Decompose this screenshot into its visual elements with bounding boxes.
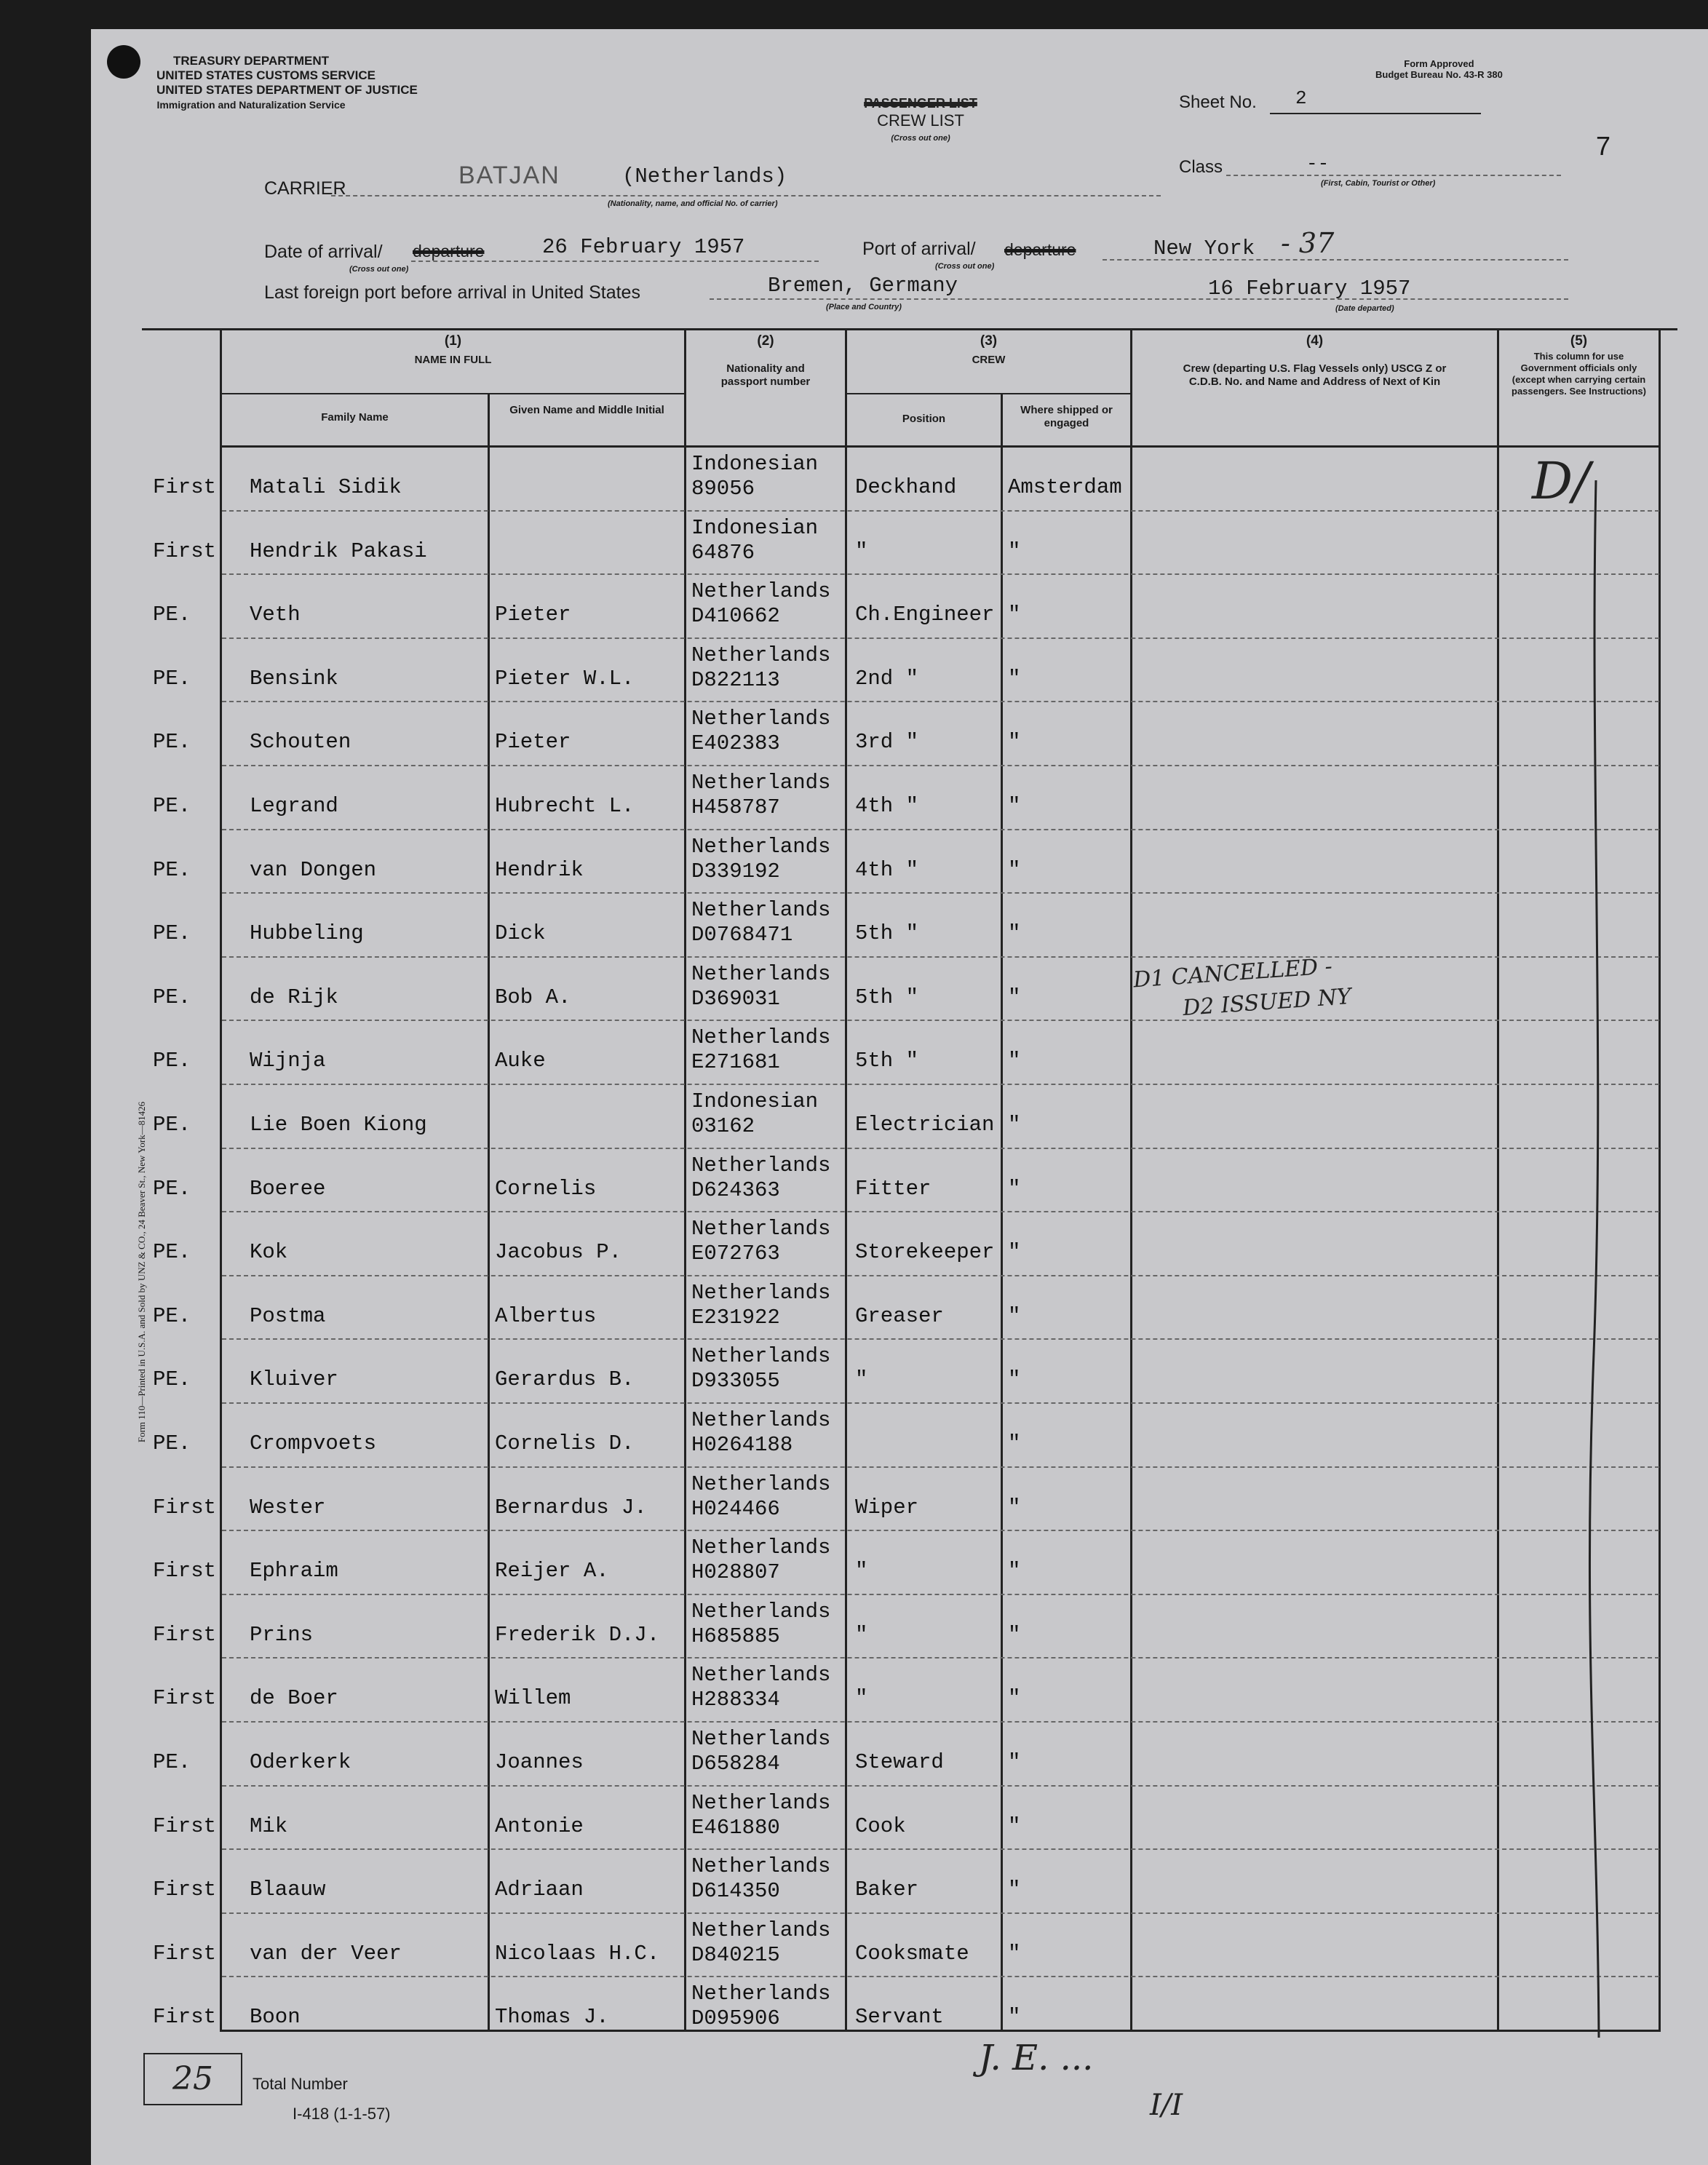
family-name: Boon (250, 2005, 301, 2030)
passport-number: D933055 (691, 1369, 780, 1394)
passport-number: 64876 (691, 540, 755, 565)
given-name: Willem (495, 1686, 571, 1711)
shipped-at: " (1008, 2005, 1021, 2030)
passport-number: H028807 (691, 1560, 780, 1585)
given-name: Jacobus P. (495, 1240, 622, 1265)
given-name: Bernardus J. (495, 1495, 647, 1520)
family-name: Lie Boen Kiong (250, 1113, 427, 1137)
carrier-label: CARRIER (264, 178, 346, 199)
shipped-at: " (1008, 1559, 1021, 1584)
nationality: Netherlands (691, 834, 831, 859)
table-row (91, 448, 1708, 512)
col3-title: CREW (972, 354, 1006, 366)
shipped-at: " (1008, 1750, 1021, 1774)
nationality: Netherlands (691, 961, 831, 986)
position: Deckhand (855, 475, 957, 499)
table-row (91, 1276, 1708, 1340)
table-row (91, 1021, 1708, 1085)
given-name: Frederik D.J. (495, 1622, 660, 1647)
family-name: Hubbeling (250, 921, 364, 946)
passport-number: D369031 (691, 986, 780, 1011)
family-name: Mik (250, 1814, 288, 1838)
family-name: Ephraim (250, 1559, 338, 1584)
shipped-at: " (1008, 794, 1021, 818)
signature: J. E. ... (979, 2038, 1094, 2078)
nationality: Indonesian (691, 515, 819, 540)
col4-header (1132, 335, 1497, 389)
nationality: Netherlands (691, 1982, 831, 2006)
shipped-at: " (1008, 1240, 1021, 1265)
given-name: Pieter (495, 730, 571, 755)
class-note: (First, Cabin, Tourist or Other) (1321, 179, 1436, 188)
departed-note: (Date departed) (1335, 304, 1394, 313)
shipped-at: " (1008, 603, 1021, 627)
given-name: Bob A. (495, 985, 571, 1009)
position: Wiper (855, 1495, 919, 1520)
position: 5th " (855, 985, 919, 1009)
col1-number: (1) (444, 333, 462, 349)
date-label: Date of arrival/ (264, 242, 383, 262)
passport-number: E402383 (691, 731, 780, 756)
class-label: Class (1179, 157, 1223, 177)
family-name: Wijnja (250, 1049, 326, 1073)
passport-number: D840215 (691, 1942, 780, 1967)
position: 2nd " (855, 666, 919, 691)
row-class: First (153, 1878, 217, 1902)
position: 3rd " (855, 730, 919, 755)
carrier-nationality: (Netherlands) (622, 164, 787, 188)
table-row (91, 1085, 1708, 1149)
family-name: Kluiver (250, 1367, 338, 1392)
form-approved-label: Form Approved (1404, 58, 1474, 69)
col2-header (686, 335, 845, 389)
table-row (91, 1531, 1708, 1595)
given-name: Albertus (495, 1303, 597, 1328)
row-class: PE. (153, 1367, 191, 1392)
dept-justice: UNITED STATES DEPARTMENT OF JUSTICE (156, 83, 418, 97)
shipped-at: " (1008, 1176, 1021, 1201)
row-class: PE. (153, 603, 191, 627)
table-row (91, 702, 1708, 766)
family-name: Hendrik Pakasi (250, 539, 427, 563)
passport-number: D614350 (691, 1879, 780, 1904)
col3-header (847, 335, 1130, 367)
total-box (143, 2053, 242, 2105)
list-type-note: (Cross out one) (891, 134, 950, 143)
table-row (91, 575, 1708, 639)
table-row (91, 1787, 1708, 1851)
row-class: PE. (153, 730, 191, 755)
nationality: Netherlands (691, 707, 831, 731)
row-class: First (153, 1622, 217, 1647)
position: Fitter (855, 1176, 932, 1201)
position: " (855, 1686, 868, 1711)
row-class: First (153, 2005, 217, 2030)
nationality: Netherlands (691, 1536, 831, 1560)
shipped-header: Where shipped or engaged (1020, 404, 1113, 429)
shipped-at: " (1008, 1495, 1021, 1520)
row-class: PE. (153, 1176, 191, 1201)
passport-number: E072763 (691, 1242, 780, 1266)
nationality: Indonesian (691, 452, 819, 476)
shipped-at: " (1008, 857, 1021, 882)
last-port-note: (Place and Country) (826, 303, 902, 311)
port-label: Port of arrival/ (862, 239, 976, 259)
annotation-cancelled: D1 CANCELLED - (1132, 953, 1333, 993)
shipped-at: " (1008, 921, 1021, 946)
row-class: PE. (153, 985, 191, 1009)
punch-hole (107, 45, 140, 79)
passport-number: D0768471 (691, 923, 793, 948)
row-class: PE. (153, 1240, 191, 1265)
family-name: Matali Sidik (250, 475, 402, 499)
col1-title: NAME IN FULL (414, 354, 492, 366)
given-name: Cornelis (495, 1176, 597, 1201)
port-handwritten: - 37 (1281, 227, 1335, 259)
nationality: Netherlands (691, 771, 831, 795)
passport-number: D658284 (691, 1752, 780, 1776)
table-row (91, 958, 1708, 1022)
nationality: Netherlands (691, 1663, 831, 1688)
col2-title: Nationality and passport number (720, 362, 811, 388)
table-row (91, 1723, 1708, 1787)
nationality: Netherlands (691, 1344, 831, 1369)
sheet-label: Sheet No. (1179, 92, 1257, 112)
family-name: van Dongen (250, 857, 377, 882)
class-value: -- (1306, 153, 1330, 175)
row-class: PE. (153, 921, 191, 946)
family-name: de Rijk (250, 985, 338, 1009)
date-underline (411, 261, 819, 262)
passport-number: D822113 (691, 667, 780, 692)
total-number: 25 (172, 2060, 213, 2097)
shipped-at: " (1008, 1049, 1021, 1073)
nationality: Netherlands (691, 1599, 831, 1624)
shipped-at: " (1008, 730, 1021, 755)
col5-header (1499, 335, 1659, 397)
given-name: Adriaan (495, 1878, 584, 1902)
given-name: Auke (495, 1049, 546, 1073)
family-name-header: Family Name (321, 411, 389, 424)
family-name: Veth (250, 603, 301, 627)
form-approved (1375, 58, 1503, 80)
position: " (855, 1367, 868, 1392)
given-name: Pieter W.L. (495, 666, 635, 691)
crew-list-sheet (91, 29, 1708, 2165)
sheet-underline (1270, 113, 1481, 114)
nationality: Netherlands (691, 1918, 831, 1942)
passport-number: H288334 (691, 1688, 780, 1712)
row-class: First (153, 475, 217, 499)
row-class: PE. (153, 1049, 191, 1073)
annotation-issued: D2 ISSUED NY (1182, 983, 1352, 1022)
table-row (91, 1658, 1708, 1723)
row-class: First (153, 1559, 217, 1584)
table-row (91, 830, 1708, 894)
row-class: PE. (153, 666, 191, 691)
department-header (156, 54, 418, 112)
position: Greaser (855, 1303, 944, 1328)
shipped-at: " (1008, 1622, 1021, 1647)
class-underline (1226, 175, 1561, 176)
nationality: Netherlands (691, 1471, 831, 1496)
table-row (91, 894, 1708, 958)
table-row (91, 639, 1708, 703)
given-name: Antonie (495, 1814, 584, 1838)
nationality: Netherlands (691, 579, 831, 604)
table-row (91, 1212, 1708, 1276)
family-name: Crompvoets (250, 1431, 377, 1455)
nationality: Netherlands (691, 1727, 831, 1751)
given-name: Gerardus B. (495, 1367, 635, 1392)
table-row (91, 1404, 1708, 1468)
passport-number: E461880 (691, 1815, 780, 1840)
carrier-underline (331, 195, 1161, 196)
signature-sub: I/I (1150, 2089, 1183, 2122)
nationality: Netherlands (691, 1408, 831, 1432)
dept-ins: Immigration and Naturalization Service (156, 99, 346, 111)
position: Cooksmate (855, 1941, 969, 1966)
passport-number: H458787 (691, 795, 780, 819)
position: " (855, 1622, 868, 1647)
shipped-at: " (1008, 1431, 1021, 1455)
list-type-struck: PASSENGER LIST (864, 96, 977, 111)
position: Steward (855, 1750, 944, 1774)
row-class: First (153, 1814, 217, 1838)
passport-number: D339192 (691, 859, 780, 883)
list-type-block (848, 95, 993, 147)
family-name: Schouten (250, 730, 351, 755)
table-row (91, 1977, 1708, 2041)
position: 5th " (855, 921, 919, 946)
shipped-at: " (1008, 1367, 1021, 1392)
shipped-at: " (1008, 666, 1021, 691)
carrier-name: BATJAN (458, 162, 560, 189)
col5-mark: D/ (1532, 451, 1590, 511)
passport-number: 89056 (691, 477, 755, 501)
nationality: Netherlands (691, 898, 831, 923)
col4-title: Crew (departing U.S. Flag Vessels only) USCG Z or C.D.B. No. and Name and Address of Next of Kin (1183, 362, 1447, 388)
col5-vertical-stroke (1576, 480, 1619, 2045)
row-class: First (153, 1495, 217, 1520)
position: 5th " (855, 1049, 919, 1073)
nationality: Indonesian (691, 1089, 819, 1113)
position: " (855, 539, 868, 563)
last-port-label: Last foreign port before arrival in United States (264, 282, 640, 303)
row-class: PE. (153, 1303, 191, 1328)
family-name: Blaauw (250, 1878, 326, 1902)
port-note: (Cross out one) (935, 262, 995, 271)
passport-number: E271681 (691, 1050, 780, 1075)
col3-number: (3) (980, 333, 998, 349)
position: Ch.Engineer (855, 603, 995, 627)
shipped-at: " (1008, 1814, 1021, 1838)
given-name: Thomas J. (495, 2005, 609, 2030)
passport-number: H685885 (691, 1624, 780, 1648)
position-header: Position (902, 413, 946, 425)
col5-title: This column for use Government officials only (except when carrying certain passengers. See Instructions) (1512, 351, 1646, 397)
family-name: Oderkerk (250, 1750, 351, 1774)
total-label: Total Number (253, 2075, 348, 2093)
date-value: 26 February 1957 (542, 235, 745, 259)
given-name: Reijer A. (495, 1559, 609, 1584)
position: 4th " (855, 794, 919, 818)
nationality: Netherlands (691, 1025, 831, 1050)
position: " (855, 1559, 868, 1584)
shipped-at: " (1008, 1686, 1021, 1711)
shipped-at: " (1008, 1303, 1021, 1328)
nationality: Netherlands (691, 643, 831, 667)
nationality: Netherlands (691, 1854, 831, 1879)
table-row (91, 766, 1708, 830)
row-class: PE. (153, 857, 191, 882)
passport-number: D624363 (691, 1177, 780, 1202)
given-name: Hendrik (495, 857, 584, 882)
row-class: First (153, 1941, 217, 1966)
given-name: Cornelis D. (495, 1431, 635, 1455)
row-class: First (153, 539, 217, 563)
departed-value: 16 February 1957 (1208, 277, 1411, 301)
nationality: Netherlands (691, 1280, 831, 1305)
crew-subheader-rule (847, 393, 1130, 394)
row-class: PE. (153, 1750, 191, 1774)
position: Baker (855, 1878, 919, 1902)
port-value: New York (1153, 237, 1255, 261)
position: 4th " (855, 857, 919, 882)
name-subheader-rule (222, 393, 684, 394)
position: Cook (855, 1814, 906, 1838)
nationality: Netherlands (691, 1790, 831, 1815)
row-class: PE. (153, 794, 191, 818)
family-name: Bensink (250, 666, 338, 691)
family-name: van der Veer (250, 1941, 402, 1966)
port-underline (1103, 259, 1568, 261)
shipped-at: " (1008, 1941, 1021, 1966)
given-name: Dick (495, 921, 546, 946)
family-name: Wester (250, 1495, 326, 1520)
table-row (91, 1850, 1708, 1914)
family-name: Kok (250, 1240, 288, 1265)
shipped-at: " (1008, 985, 1021, 1009)
table-row (91, 1595, 1708, 1659)
form-code: I-418 (1-1-57) (293, 2105, 391, 2123)
corner-number: 7 (1596, 131, 1611, 161)
passport-number: H0264188 (691, 1433, 793, 1457)
passport-number: 03162 (691, 1114, 755, 1138)
shipped-at: " (1008, 1878, 1021, 1902)
row-class: First (153, 1686, 217, 1711)
passport-number: D095906 (691, 2006, 780, 2031)
col1-header (222, 335, 684, 367)
dept-treasury: TREASURY DEPARTMENT (172, 54, 330, 68)
col2-number: (2) (757, 333, 774, 349)
shipped-at: " (1008, 539, 1021, 563)
nationality: Netherlands (691, 1153, 831, 1177)
given-name: Joannes (495, 1750, 584, 1774)
row-class: PE. (153, 1431, 191, 1455)
date-struck: departure (413, 242, 485, 261)
passport-number: E231922 (691, 1305, 780, 1330)
last-port-underline (710, 298, 1568, 300)
given-name: Hubrecht L. (495, 794, 635, 818)
budget-number: Budget Bureau No. 43-R 380 (1375, 69, 1503, 80)
carrier-note: (Nationality, name, and official No. of carrier) (608, 199, 778, 208)
side-print: Form 110—Printed in U.S.A. and Sold by UNZ & CO., 24 Beaver St., New York—81426 (136, 1101, 147, 1443)
given-name: Nicolaas H.C. (495, 1941, 660, 1966)
col4-number: (4) (1306, 333, 1324, 349)
table-row (91, 1914, 1708, 1978)
table-row (91, 1468, 1708, 1532)
table-top-border (142, 328, 1677, 330)
family-name: de Boer (250, 1686, 338, 1711)
passport-number: D410662 (691, 604, 780, 629)
family-name: Postma (250, 1303, 326, 1328)
passport-number: H024466 (691, 1496, 780, 1521)
port-struck: departure (1004, 240, 1076, 259)
position: Servant (855, 2005, 944, 2030)
position: Electrician (855, 1113, 995, 1137)
family-name: Legrand (250, 794, 338, 818)
table-row (91, 1340, 1708, 1404)
given-name-header: Given Name and Middle Initial (509, 404, 664, 416)
shipped-at: Amsterdam (1008, 475, 1122, 499)
nationality: Netherlands (691, 1217, 831, 1242)
given-name: Pieter (495, 603, 571, 627)
sheet-value: 2 (1295, 87, 1307, 109)
position: Storekeeper (855, 1240, 995, 1265)
table-row (91, 1149, 1708, 1213)
family-name: Prins (250, 1622, 314, 1647)
last-port-value: Bremen, Germany (768, 274, 958, 298)
family-name: Boeree (250, 1176, 326, 1201)
date-note: (Cross out one) (349, 265, 409, 274)
shipped-at: " (1008, 1113, 1021, 1137)
dept-customs: UNITED STATES CUSTOMS SERVICE (156, 68, 376, 82)
row-class: PE. (153, 1113, 191, 1137)
list-type: CREW LIST (877, 111, 964, 130)
col5-number: (5) (1570, 333, 1588, 349)
table-row (91, 512, 1708, 576)
